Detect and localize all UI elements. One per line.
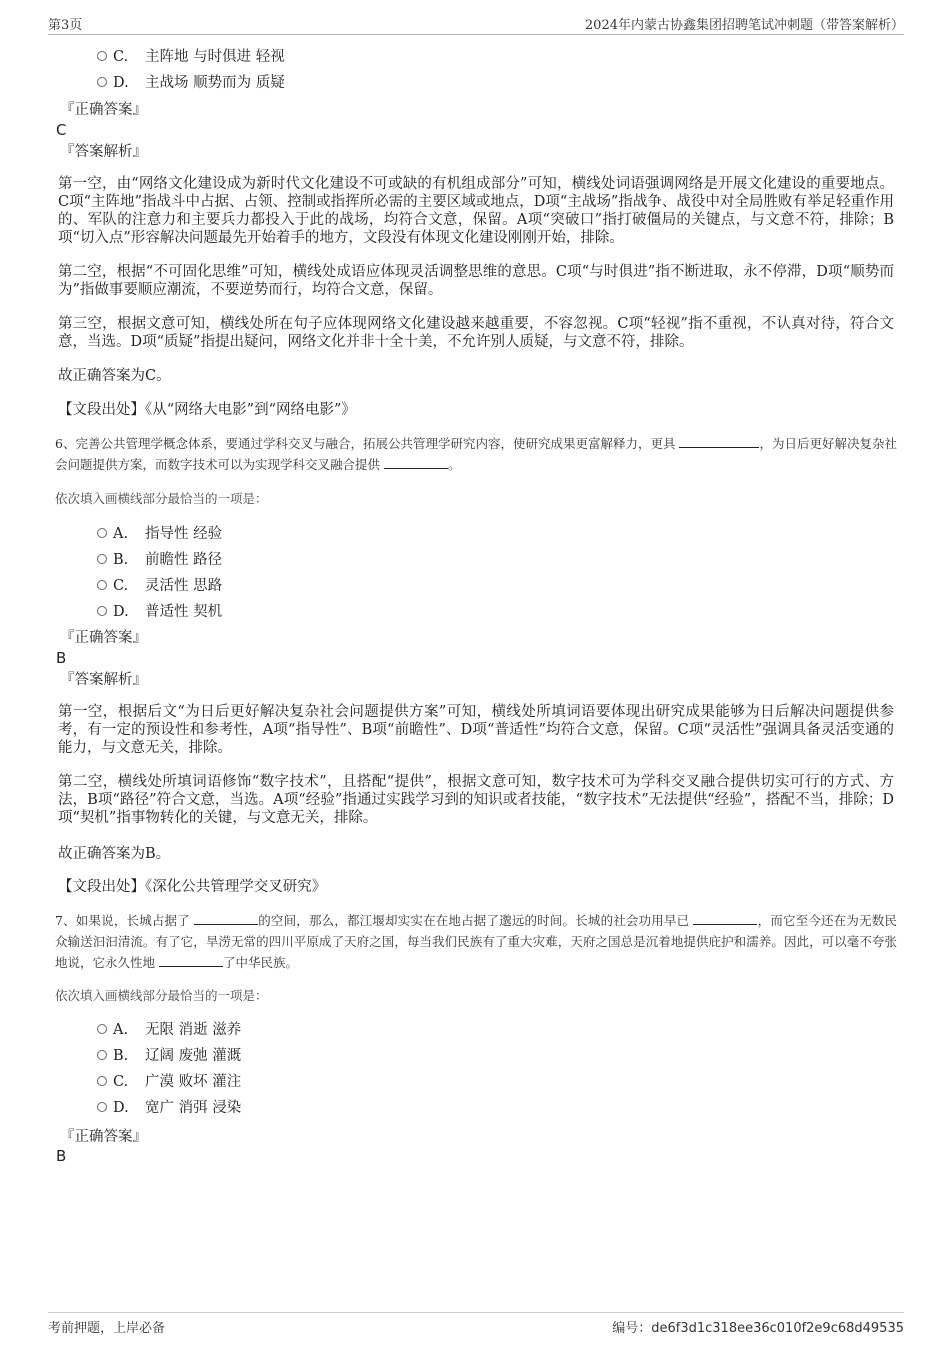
option-c[interactable]: C. 主阵地 与时俱进 轻视 [97,47,285,67]
page-number: 第3页 [48,18,83,33]
option-d[interactable]: D. 宽广 消弭 浸染 [97,1098,241,1118]
blank [384,456,448,469]
option-b[interactable]: B. 辽阔 废弛 灌溉 [97,1046,241,1066]
analysis-conclusion: 故正确答案为C。 [58,368,171,384]
answer-label: 『正确答案』 [60,1129,147,1145]
radio-icon[interactable] [97,528,107,538]
answer-label: 『正确答案』 [60,102,147,118]
radio-icon[interactable] [97,1076,107,1086]
footer-slogan: 考前押题，上岸必备 [48,1321,166,1336]
answer-value: C [56,121,67,139]
question-prompt: 依次填入画横线部分最恰当的一项是： [55,988,268,1003]
source-note: 【文段出处】《从“网络大电影”到“网络电影”》 [58,402,356,418]
option-c[interactable]: C. 灵活性 思路 [97,576,222,596]
answer-label: 『正确答案』 [60,630,147,646]
option-d[interactable]: D. 主战场 顺势而为 质疑 [97,73,285,93]
analysis-paragraph: 第一空，由“网络文化建设成为新时代文化建设不可或缺的有机组成部分”可知，横线处词语强调网络是开展文化建设的重要地点。C项“主阵地”指战斗中占据、占领、控制或指挥所必需的主要区域或地点，D项“主战场”指战争、战役中对全局胜败有举足轻重作用的、军队的注意力和主要兵力都投入于此的战场，均符合文意，保留。A项“突破口”指打破僵局的关键点，与文意不符，排除；B项“切入点”形容解决问题最先开始着手的地方，文段没有体现文化建设刚刚开始，排除。 [58,176,894,246]
answer-value: B [56,649,67,667]
page-footer [48,1312,904,1337]
document-title: 2024年内蒙古协鑫集团招聘笔试冲刺题（带答案解析） [584,18,904,33]
question-prompt: 依次填入画横线部分最恰当的一项是： [55,491,268,506]
analysis-conclusion: 故正确答案为B。 [58,846,171,862]
analysis-paragraph: 第二空，横线处所填词语修饰“数字技术”，且搭配“提供”，根据文意可知，数字技术可为学科交叉融合提供切实可行的方式、方法，B项“路径”符合文意，当选。A项“经验”指通过实践学习到的知识或者技能，“数字技术”无法提供“经验”，搭配不当，排除；D项“契机”指事物转化的关键，与文意无关，排除。 [58,774,894,826]
analysis-paragraph: 第三空，根据文意可知，横线处所在句子应体现网络文化建设越来越重要，不容忽视。C项“轻视”指不重视，不认真对待，符合文意，当选。D项“质疑”指提出疑问，网络文化并非十全十美，不允许别人质疑，与文意不符，排除。 [58,316,894,350]
radio-icon[interactable] [97,1102,107,1112]
question-6-text: 6、完善公共管理学概念体系，要通过学科交叉与融合，拓展公共管理学研究内容，使研究成果更富解释力，更具 ，为日后更好解决复杂社会问题提供方案，而数字技术可以为实现学科交叉融合提供 。 [55,436,897,472]
analysis-label: 『答案解析』 [60,672,147,688]
analysis-paragraph: 第一空，根据后文“为日后更好解决复杂社会问题提供方案”可知，横线处所填词语要体现出研究成果能够为日后解决问题提供参考，有一定的预设性和参考性，A项“指导性”、B项“前瞻性”、D项“普适性”均符合文意，保留。C项“灵活性”强调具备灵活变通的能力，与文意无关，排除。 [58,704,894,756]
radio-icon[interactable] [97,554,107,564]
blank [194,912,258,925]
analysis-label: 『答案解析』 [60,144,147,160]
radio-icon[interactable] [97,1050,107,1060]
page-header [48,14,904,35]
blank [679,435,759,448]
question-7-text: 7、如果说，长城占据了 的空间，那么，都江堰却实实在在地占据了邈远的时间。长城的社会功用早已 ，而它至今还在为无数民众输送汩汩清流。有了它，旱涝无常的四川平原成了天府之国，每当我们民族有了重大灾难，天府之国总是沉着地提供庇护和濡养。因此，可以毫不夸张地说，它永久性地 了中华民族。 [55,913,897,970]
option-a[interactable]: A. 指导性 经验 [97,524,222,544]
option-b[interactable]: B. 前瞻性 路径 [97,550,222,570]
analysis-paragraph: 第二空，根据“不可固化思维”可知，横线处成语应体现灵活调整思维的意思。C项“与时俱进”指不断进取，永不停滞，D项“顺势而为”指做事要顺应潮流，不要逆势而行，均符合文意，保留。 [58,264,894,298]
option-d[interactable]: D. 普适性 契机 [97,602,222,622]
answer-value: B [56,1147,67,1165]
source-note: 【文段出处】《深化公共管理学交叉研究》 [58,879,327,895]
document-code: 编号：de6f3d1c318ee36c010f2e9c68d49535 [612,1321,904,1336]
option-a[interactable]: A. 无限 消逝 滋养 [97,1020,241,1040]
blank [159,954,223,967]
radio-icon[interactable] [97,606,107,616]
radio-icon[interactable] [97,580,107,590]
option-c[interactable]: C. 广漠 败坏 灌注 [97,1072,241,1092]
radio-icon[interactable] [97,1024,107,1034]
radio-icon[interactable] [97,77,107,87]
blank [693,912,757,925]
radio-icon[interactable] [97,51,107,61]
